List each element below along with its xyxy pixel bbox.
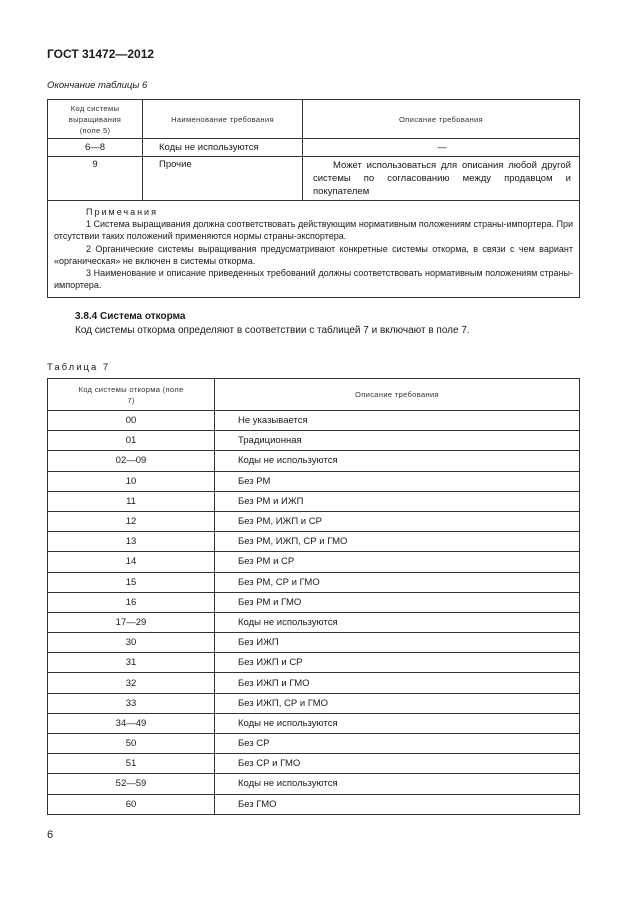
table7-cell-desc: Без РМ и ГМО — [215, 592, 580, 612]
table7-cell-code: 30 — [48, 633, 215, 653]
section-title: 3.8.4 Система откорма — [75, 311, 186, 322]
table7-cell-code: 13 — [48, 532, 215, 552]
table7-cell-code: 32 — [48, 673, 215, 693]
table6-cell-desc: — — [303, 139, 580, 157]
table7-cell-code: 14 — [48, 552, 215, 572]
table7-cell-desc: Коды не используются — [215, 774, 580, 794]
table7-cell-desc: Традиционная — [215, 431, 580, 451]
table6-header-name: Наименование требования — [143, 100, 303, 139]
table7-cell-code: 11 — [48, 491, 215, 511]
table7-cell-code: 60 — [48, 794, 215, 814]
table7-cell-desc: Коды не используются — [215, 451, 580, 471]
table7-cell-code: 12 — [48, 511, 215, 531]
table7-row — [48, 754, 580, 774]
table6-header-code: Код системы выращивания (поле 5) — [48, 100, 143, 139]
table7-cell-desc: Не указывается — [215, 411, 580, 431]
table6-notes — [48, 201, 580, 298]
table7-cell-desc: Без ИЖП, СР и ГМО — [215, 693, 580, 713]
table7-row — [48, 794, 580, 814]
table7-cell-code: 10 — [48, 471, 215, 491]
table6-row — [48, 157, 580, 201]
table6-row — [48, 139, 580, 157]
table6-header-desc: Описание требования — [303, 100, 580, 139]
note-item: 2 Органические системы выращивания предусматривают конкретные системы откорма, в связи с чем вариант «органическая» не включен в системы откорма. — [54, 243, 573, 266]
table7-row — [48, 633, 580, 653]
table7-row — [48, 774, 580, 794]
table6-cell-desc: Может использоваться для описания любой другой системы по согласованию между продавцом и покупателем — [303, 157, 580, 201]
table6-header-row — [48, 100, 580, 139]
table7-row — [48, 471, 580, 491]
table7-cell-code: 00 — [48, 411, 215, 431]
table7-header-code: Код системы откорма (поле 7) — [48, 379, 215, 411]
table7-header-desc: Описание требования — [215, 379, 580, 411]
table-7 — [47, 378, 580, 815]
note-item: 1 Система выращивания должна соответствовать действующим нормативным положениям страны-импортера. При отсутствии таких положений применяются нормы страны-экспортера. — [54, 219, 573, 242]
table7-cell-code: 17—29 — [48, 612, 215, 632]
table7-row — [48, 411, 580, 431]
table-6 — [47, 99, 580, 298]
table7-row — [48, 431, 580, 451]
section-body: Код системы откорма определяют в соответствии с таблицей 7 и включают в поле 7. — [75, 325, 470, 336]
table7-cell-code: 52—59 — [48, 774, 215, 794]
table7-cell-code: 50 — [48, 734, 215, 754]
table7-cell-code: 33 — [48, 693, 215, 713]
table6-cell-name: Прочие — [143, 157, 303, 201]
table7-row — [48, 491, 580, 511]
table6-cell-name: Коды не используются — [143, 139, 303, 157]
table7-header-row — [48, 379, 580, 411]
table7-cell-code: 15 — [48, 572, 215, 592]
document-code: ГОСТ 31472—2012 — [47, 47, 155, 61]
table7-row — [48, 713, 580, 733]
table7-cell-desc: Коды не используются — [215, 713, 580, 733]
table7-row — [48, 532, 580, 552]
table7-cell-desc: Без ИЖП и ГМО — [215, 673, 580, 693]
table7-cell-desc: Без РМ и ИЖП — [215, 491, 580, 511]
table7-cell-desc: Коды не используются — [215, 612, 580, 632]
table7-row — [48, 511, 580, 531]
table6-cell-code: 9 — [48, 157, 143, 201]
page-number: 6 — [47, 829, 54, 841]
table7-cell-code: 02—09 — [48, 451, 215, 471]
table7-row — [48, 552, 580, 572]
table7-cell-desc: Без РМ — [215, 471, 580, 491]
table7-row — [48, 612, 580, 632]
table6-notes-row — [48, 201, 580, 298]
table7-row — [48, 592, 580, 612]
table7-cell-code: 31 — [48, 653, 215, 673]
table7-cell-desc: Без РМ и СР — [215, 552, 580, 572]
table7-cell-code: 34—49 — [48, 713, 215, 733]
table7-row — [48, 572, 580, 592]
table7-row — [48, 451, 580, 471]
table7-caption: Таблица 7 — [47, 362, 111, 373]
table7-cell-desc: Без СР и ГМО — [215, 754, 580, 774]
table7-cell-desc: Без ИЖП и СР — [215, 653, 580, 673]
table7-row — [48, 653, 580, 673]
table7-row — [48, 734, 580, 754]
table7-cell-desc: Без ГМО — [215, 794, 580, 814]
table7-row — [48, 693, 580, 713]
table7-cell-desc: Без РМ, ИЖП и СР — [215, 511, 580, 531]
table7-row — [48, 673, 580, 693]
table7-cell-code: 51 — [48, 754, 215, 774]
table7-cell-desc: Без ИЖП — [215, 633, 580, 653]
table7-cell-desc: Без РМ, СР и ГМО — [215, 572, 580, 592]
notes-heading: Примечания — [86, 207, 158, 217]
table7-cell-code: 01 — [48, 431, 215, 451]
table7-cell-desc: Без РМ, ИЖП, СР и ГМО — [215, 532, 580, 552]
note-item: 3 Наименование и описание приведенных требований должны соответствовать нормативным положениям страны-импортера. — [54, 268, 573, 291]
table7-cell-code: 16 — [48, 592, 215, 612]
table7-cell-desc: Без СР — [215, 734, 580, 754]
table6-caption: Окончание таблицы 6 — [47, 80, 148, 91]
table6-cell-code: 6—8 — [48, 139, 143, 157]
